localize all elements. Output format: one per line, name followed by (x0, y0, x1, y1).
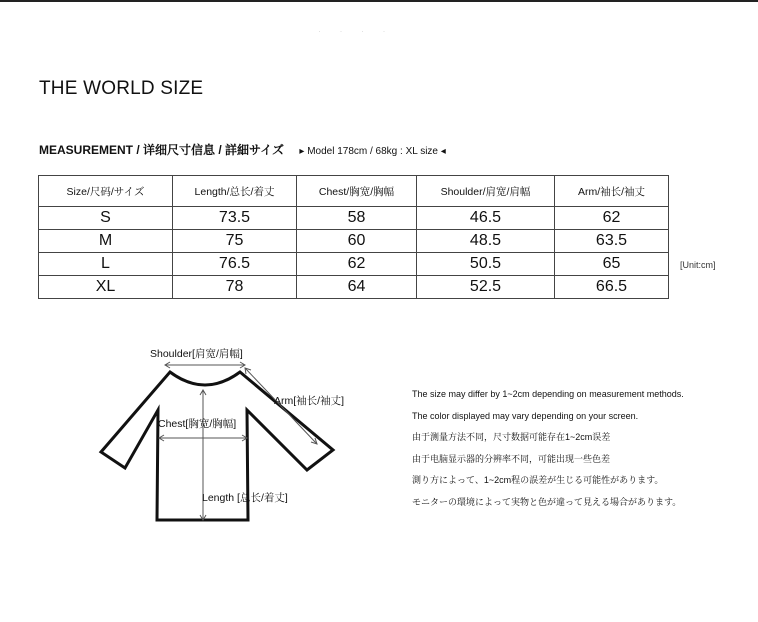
note-line: 測り方によって、1~2cm程の誤差が生じる可能性があります。 (412, 475, 664, 486)
unit-label: [Unit:cm] (680, 260, 716, 270)
cell-size: L (39, 253, 173, 276)
cell-arm: 65 (555, 253, 669, 276)
header-size: Size/尺码/サイズ (39, 176, 173, 207)
measurement-heading (39, 141, 446, 158)
shoulder-label: Shoulder[肩宽/肩幅] (150, 348, 243, 360)
table-row (39, 230, 669, 253)
cell-arm: 66.5 (555, 276, 669, 299)
table-row (39, 276, 669, 299)
note-line: 由于测量方法不同，尺寸数据可能存在1~2cm误差 (412, 432, 611, 443)
cell-size: S (39, 207, 173, 230)
cell-length: 75 (173, 230, 297, 253)
chest-label: Chest[胸宽/胸幅] (158, 418, 237, 430)
header-length: Length/总长/着丈 (173, 176, 297, 207)
page-title: THE WORLD SIZE (39, 78, 204, 99)
header-shoulder: Shoulder/肩宽/肩幅 (417, 176, 555, 207)
cell-size: XL (39, 276, 173, 299)
header-arm: Arm/袖长/袖丈 (555, 176, 669, 207)
table-header-row (39, 176, 669, 207)
cell-shoulder: 52.5 (417, 276, 555, 299)
arm-label: Arm[袖长/袖丈] (274, 395, 344, 407)
cell-length: 78 (173, 276, 297, 299)
note-line: モニターの環境によって実物と色が違って見える場合があります。 (412, 496, 682, 507)
cell-arm: 63.5 (555, 230, 669, 253)
note-line: The size may differ by 1~2cm depending on measurement methods. (412, 389, 684, 399)
cell-chest: 62 (297, 253, 417, 276)
cell-arm: 62 (555, 207, 669, 230)
cell-chest: 58 (297, 207, 417, 230)
cell-shoulder: 50.5 (417, 253, 555, 276)
cell-length: 73.5 (173, 207, 297, 230)
length-label: Length [总长/着丈] (202, 492, 288, 504)
header-chest: Chest/胸宽/胸幅 (297, 176, 417, 207)
model-info: ▸ Model 178cm / 68kg : XL size ◂ (299, 146, 446, 157)
table-row (39, 207, 669, 230)
note-line: 由于电脑显示器的分辨率不同，可能出现一些色差 (412, 453, 611, 464)
top-border (0, 0, 758, 2)
cell-length: 76.5 (173, 253, 297, 276)
cell-shoulder: 48.5 (417, 230, 555, 253)
faint-header: · · · · (318, 26, 394, 36)
size-table (38, 175, 669, 299)
cell-shoulder: 46.5 (417, 207, 555, 230)
note-line: The color displayed may vary depending on your screen. (412, 410, 639, 421)
cell-size: M (39, 230, 173, 253)
measurement-label: MEASUREMENT / 详细尺寸信息 / 詳細サイズ (39, 143, 285, 157)
cell-chest: 64 (297, 276, 417, 299)
cell-chest: 60 (297, 230, 417, 253)
table-row (39, 253, 669, 276)
notes-block (412, 384, 684, 514)
